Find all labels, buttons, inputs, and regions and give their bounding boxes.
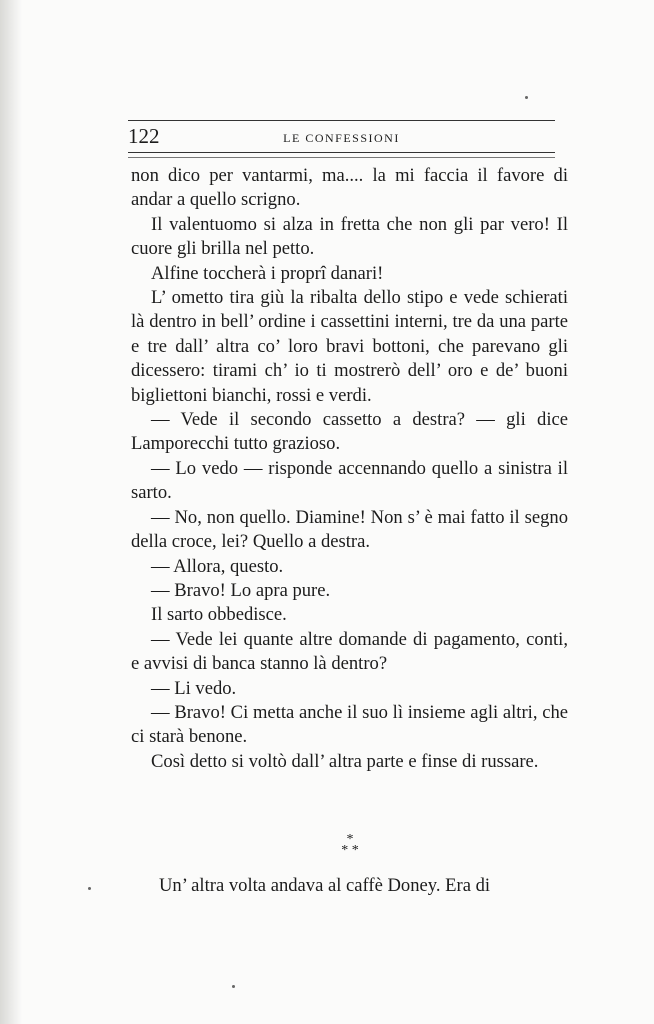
paragraph: — Bravo! Ci metta anche il suo lì insieme agli altri, che ci starà benone. [131, 701, 568, 748]
paragraph: — Lo vedo — risponde accennando quello a sinistra il sarto. [131, 457, 568, 504]
section-asterism [330, 834, 370, 856]
paragraph: Alfine toccherà i proprî danari! [151, 262, 384, 284]
paragraph: — Li vedo. [151, 677, 237, 699]
asterism-top: * [346, 832, 354, 847]
paragraph: — No, non quello. Diamine! Non s’ è mai fatto il segno della croce, lei? Quello a destra. [131, 506, 568, 553]
body-text [131, 164, 568, 774]
paragraph: — Vede il secondo cassetto a destra? — gli dice Lamporecchi tutto grazioso. [131, 409, 568, 455]
paragraph: non dico per vantarmi, ma.... la mi faccia il favore di andar a quello scrigno. [131, 165, 568, 211]
paragraph: Il valentuomo si alza in fretta che non gli par vero! Il cuore gli brilla nel petto. [131, 213, 568, 260]
paragraph: Il sarto obbedisce. [151, 604, 287, 626]
running-head: LE CONFESSIONI [283, 131, 400, 145]
header-rule-thin [128, 157, 555, 158]
paragraph: — Bravo! Lo apra pure. [151, 579, 331, 601]
print-speck [525, 96, 528, 99]
page-header [128, 124, 555, 150]
top-rule [128, 120, 555, 121]
print-speck [88, 887, 91, 890]
header-rule [128, 152, 555, 153]
print-speck [232, 985, 235, 988]
next-section-first-line: Un’ altra volta andava al caffè Doney. Era di [159, 875, 491, 896]
page-number: 122 [128, 124, 160, 148]
asterism-bottom: * * [341, 843, 359, 858]
paragraph: L’ ometto tira giù la ribalta dello stipo e vede schierati là dentro in bell’ ordine i cassettini interni, tre da una parte e tre dall’ altra co’ loro bravi bottoni, che parevano gli dicessero: tirami ch’ io ti mostrerò dell’ oro e de’ buoni bigliettoni bianchi, rossi e verdi. [131, 287, 568, 406]
paragraph: — Allora, questo. [151, 555, 284, 577]
paragraph: Così detto si voltò dall’ altra parte e finse di russare. [151, 750, 539, 772]
paragraph: — Vede lei quante altre domande di pagamento, conti, e avvisi di banca stanno là dentro? [131, 628, 568, 675]
page-edge-shadow [0, 0, 22, 1024]
